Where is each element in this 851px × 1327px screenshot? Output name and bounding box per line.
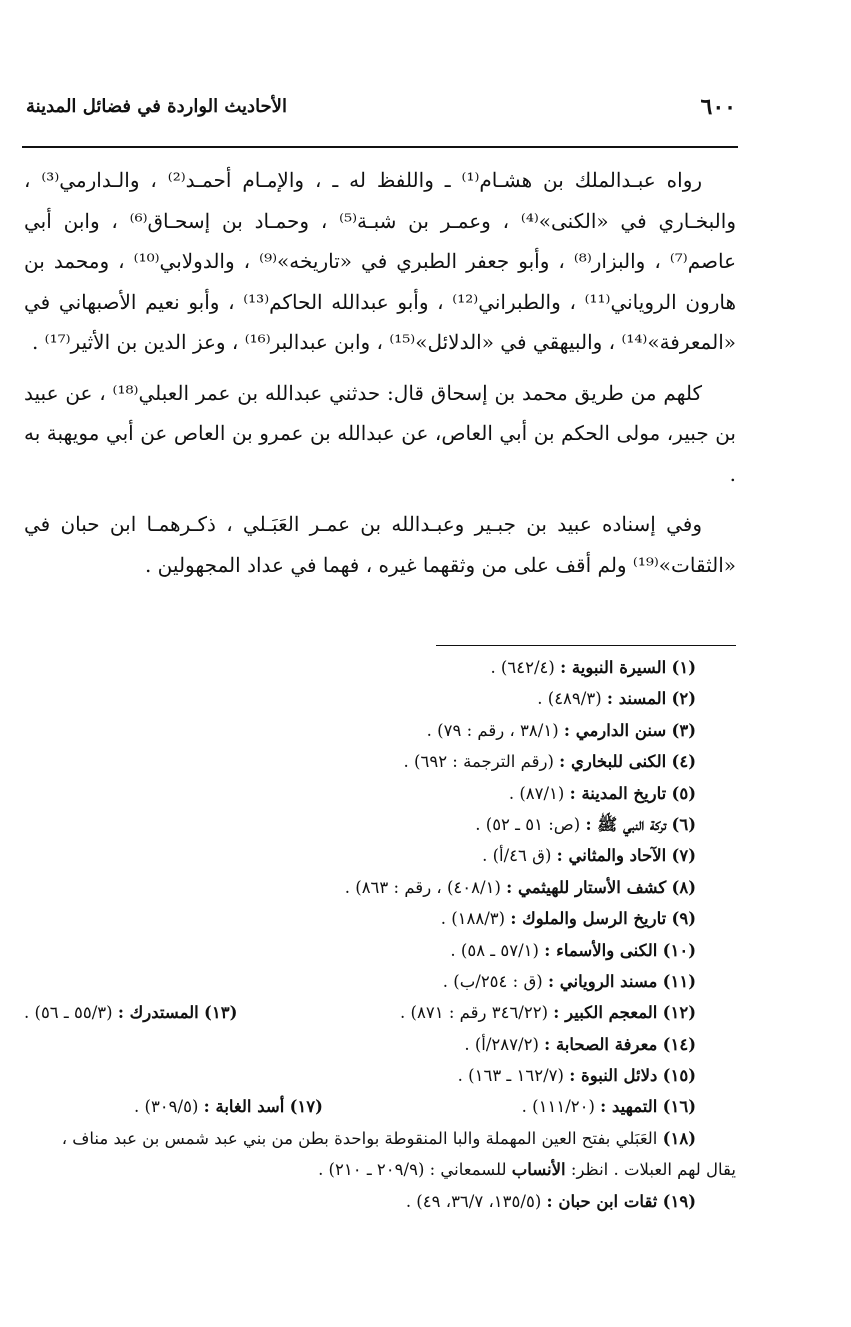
footnote: (١١) مسند الروياني : (ق : ٢٥٤/ب) .: [442, 971, 696, 991]
footnote: (٤) الكنى للبخاري : (رقم الترجمة : ٦٩٢) .: [403, 752, 696, 772]
footnotes: [24, 652, 736, 1217]
footnote: (١٨) العَبَلي بفتح العين المهملة والبا المنقوطة بواحدة بطن من بني عبد شمس بن عبد مناف ، يقال لهم العبلات . انظر: الأنساب للسمعاني : (٢٠٩/٩ ـ ٢١٠) .: [24, 1123, 736, 1186]
footnote-separator: [436, 645, 736, 646]
footnote: (١٩) ثقات ابن حبان : (١٣٥/٥، ٣٦/٧، ٤٩) .: [405, 1191, 696, 1211]
paragraph: رواه عبـدالملك بن هشـام⁽¹⁾ ـ واللفظ له ـ ، والإمـام أحمـد⁽²⁾ ، والـدارمي⁽³⁾ ، والبخـاري في «الكنى»⁽⁴⁾ ، وعمـر بن شبـة⁽⁵⁾ ، وحمـاد بن إسحـاق⁽⁶⁾ ، وابن أبي عاصم⁽⁷⁾ ، والبزار⁽⁸⁾ ، وأبو جعفر الطبري في «تاريخه»⁽⁹⁾ ، والدولابي⁽¹⁰⁾ ، ومحمد بن هارون الروياني⁽¹¹⁾ ، والطبراني⁽¹²⁾ ، وأبو عبدالله الحاكم⁽¹³⁾ ، وأبو نعيم الأصبهاني في «المعرفة»⁽¹⁴⁾ ، والبيهقي في «الدلائل»⁽¹⁵⁾ ، وابن عبدالبر⁽¹⁶⁾ ، وعز الدين بن الأثير⁽¹⁷⁾ .: [24, 168, 737, 354]
footnote: (١٧) أسد الغابة : (٣٠٩/٥) .: [134, 1097, 323, 1117]
footnote: (٥) تاريخ المدينة : (٨٧/١) .: [508, 783, 696, 803]
paragraph: كلهم من طريق محمد بن إسحاق قال: حدثني عبدالله بن عمر العبلي⁽¹⁸⁾ ، عن عبيد بن جبير، مولى الحكم بن أبي العاص، عن عبدالله بن عمرو بن العاص عن أبي مويهبة به .: [24, 380, 736, 486]
footnote-continuation: يقال لهم العبلات . انظر: الأنساب للسمعاني : (٢٠٩/٩ ـ ٢١٠) .: [318, 1160, 736, 1180]
footnote: (٨) كشف الأستار للهيثمي : (٤٠٨/١) ، رقم : ٨٦٣) .: [344, 877, 696, 897]
footnote-pair: [24, 997, 736, 1028]
paragraph: وفي إسناده عبيد بن جبـير وعبـدالله بن عمـر العَبَـلي ، ذكـرهمـا ابن حبان في «الثقات»⁽¹⁹⁾ ولم أقف على من وثقهما غيره ، فهما في عداد المجهولين .: [24, 512, 736, 577]
footnote: (١٤) معرفة الصحابة : (٢٨٧/٢/أ) .: [464, 1034, 696, 1054]
footnote: (١٦) التمهيد : (١١١/٢٠) .: [521, 1097, 696, 1117]
page-header: [26, 88, 736, 128]
footnote: (٩) تاريخ الرسل والملوك : (١٨٨/٣) .: [440, 909, 696, 929]
footnote: (٦) تركة النبي ﷺ : (ص: ٥١ ـ ٥٢) .: [475, 814, 696, 834]
footnote: (١٣) المستدرك : (٥٥/٣ ـ ٥٦) .: [24, 1003, 238, 1023]
footnote: (٧) الآحاد والمثاني : (ق ٤٦/أ) .: [482, 846, 696, 866]
running-title: الأحاديث الواردة في فضائل المدينة: [26, 96, 287, 117]
page-number: ٦٠٠: [700, 94, 736, 120]
footnote: (٢) المسند : (٤٨٩/٣) .: [537, 689, 696, 709]
header-rule: [22, 146, 738, 148]
footnote: (١٠) الكنى والأسماء : (٥٧/١ ـ ٥٨) .: [450, 940, 696, 960]
footnote-pair: [24, 1091, 736, 1122]
footnote: (١٥) دلائل النبوة : (١٦٢/٧ ـ ١٦٣) .: [457, 1066, 696, 1086]
main-text: [24, 160, 736, 595]
footnote: (١٢) المعجم الكبير : (٣٤٦/٢٢ رقم : ٨٧١) .: [400, 1003, 696, 1023]
footnote: (٣) سنن الدارمي : (٣٨/١ ، رقم : ٧٩) .: [426, 720, 696, 740]
footnote: (١) السيرة النبوية : (٦٤٢/٤) .: [490, 658, 696, 677]
